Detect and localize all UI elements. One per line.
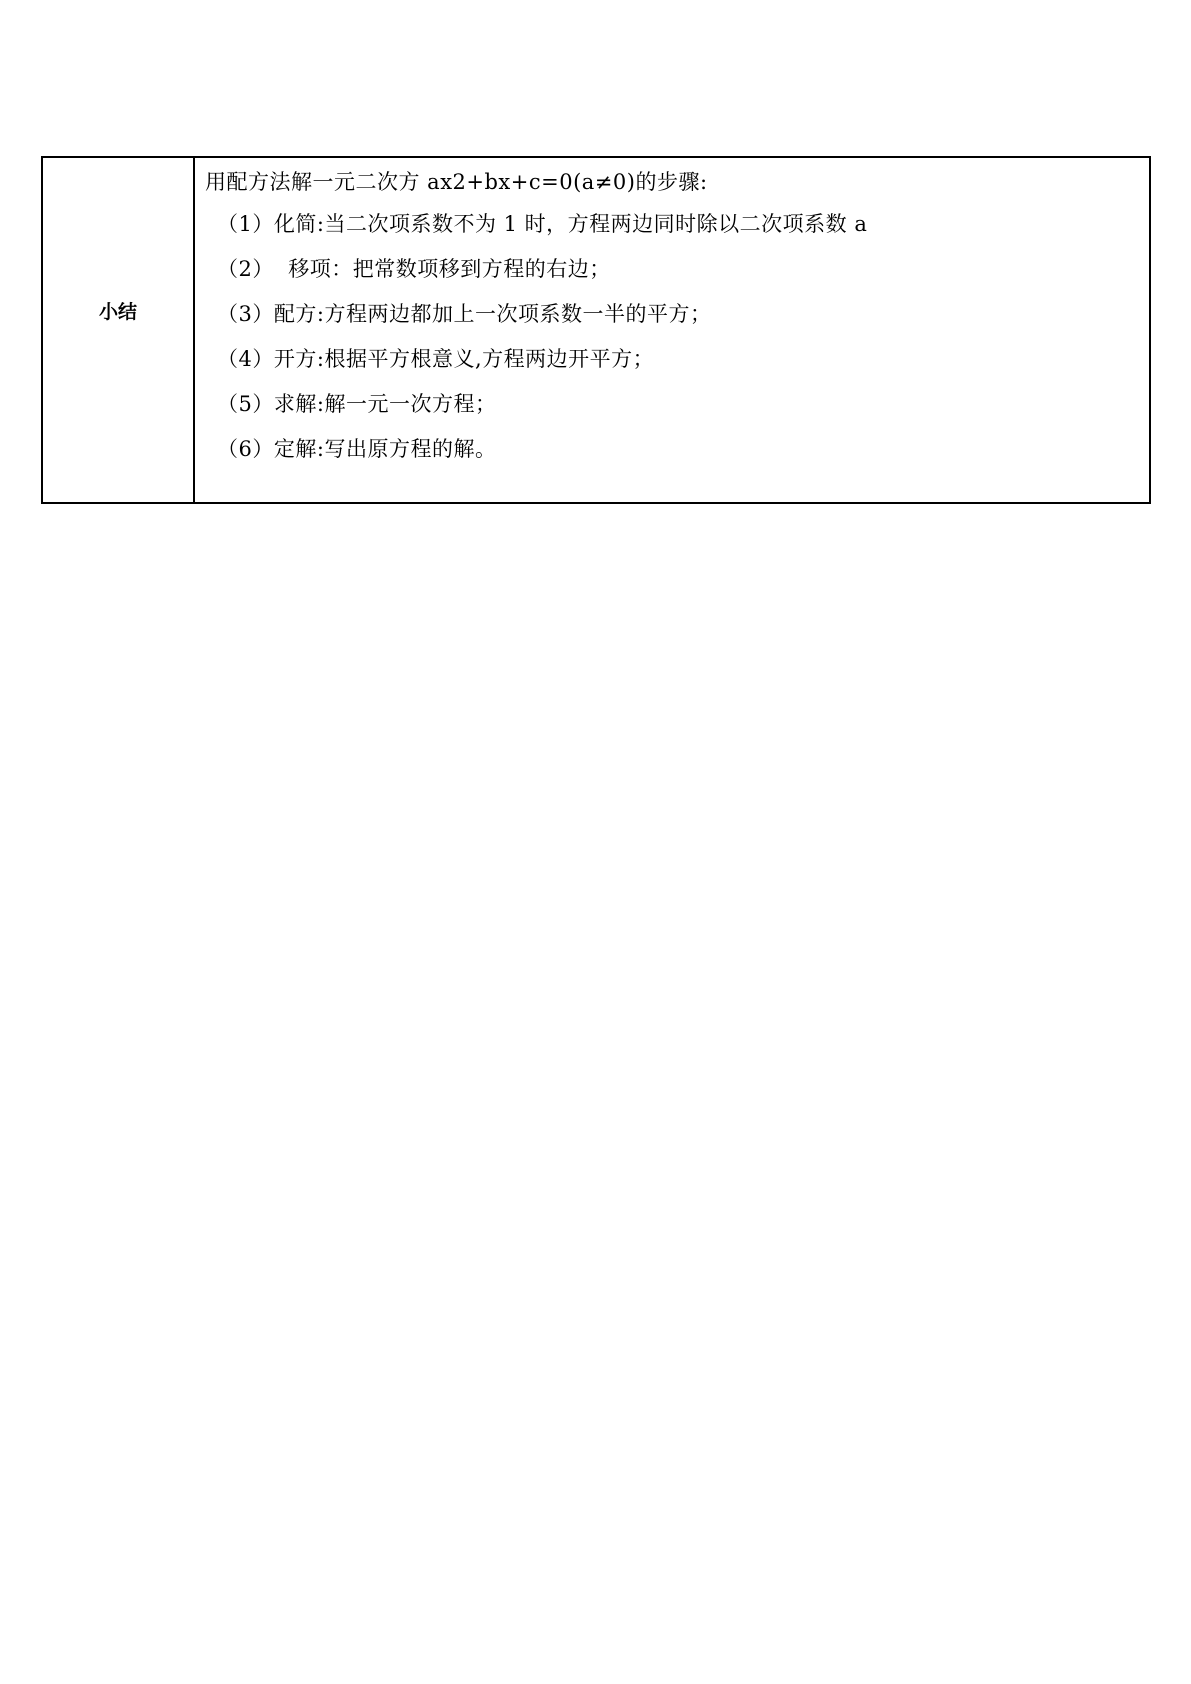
step-text: 求解:解一元一次方程； [273,392,497,416]
summary-table [41,156,1151,504]
step-item [205,247,1149,292]
intro-text: 用配方法解一元二次方 ax2+bx+c=0(a≠0)的步骤: [205,170,708,194]
step-text: 化简:当二次项系数不为 1 时，方程两边同时除以二次项系数 a [273,212,868,236]
step-item [205,292,1149,337]
step-number: （5） [217,392,274,416]
step-number: （4） [217,347,274,371]
step-item [205,382,1149,427]
step-text: 开方:根据平方根意义,方程两边开平方； [273,347,655,371]
step-text: 配方:方程两边都加上一次项系数一半的平方； [273,302,712,326]
summary-content [194,157,1150,503]
step-number: （6） [217,437,274,461]
step-item [205,202,1149,247]
step-number: （1） [217,212,274,236]
summary-row [42,157,1150,503]
step-number: （2） [217,257,274,281]
section-label: 小结 [42,157,194,503]
step-text: 定解:写出原方程的解。 [273,437,497,461]
step-number: （3） [217,302,274,326]
step-item [205,427,1149,472]
step-text: 移项：把常数项移到方程的右边； [273,257,611,281]
step-item [205,337,1149,382]
